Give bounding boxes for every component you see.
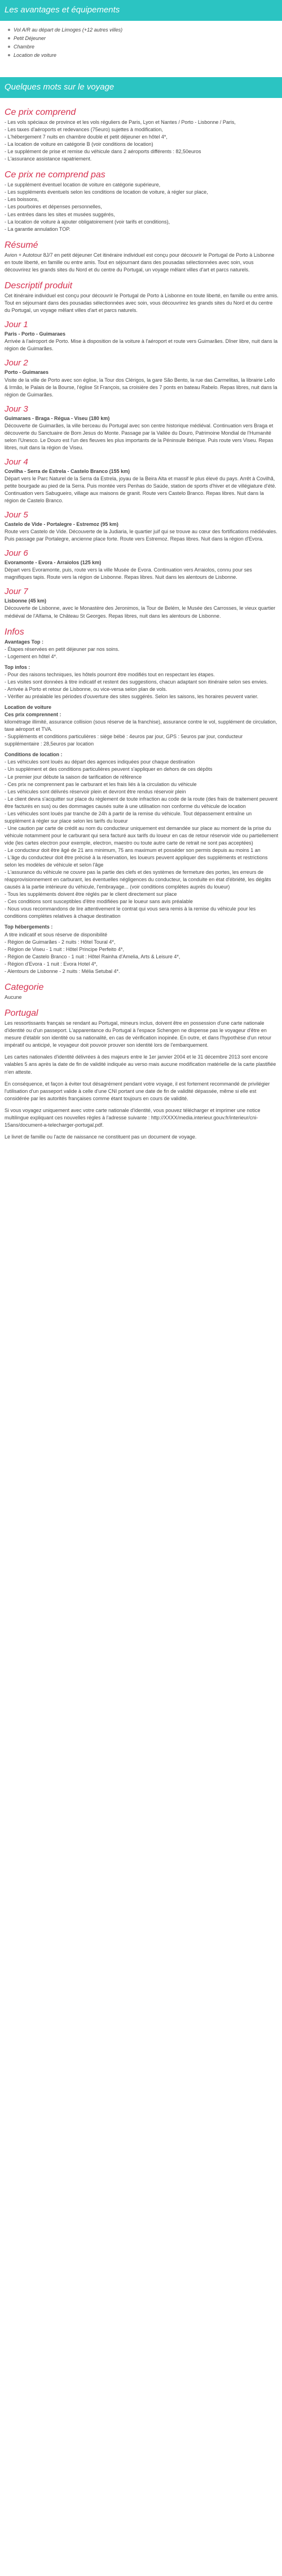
day-text: Découverte de Guimarães, la ville berceau du Portugal avec son centre historique médiéval. Continuation vers Braga et découverte du Sanctuaire de Bom Jesus do Monte. Passage par la Vallée du Douro, Patrimoine Mondial de l'Humanité selon l'Unesco. Le Douro est l'un des fleuves les plus importants de la Péninsule Ibérique. Puis route vers Viseu. Repas libres, nuit dans la région de Viseu. <box>5 422 274 450</box>
day-section <box>5 510 279 543</box>
resume-title: Résumé <box>5 240 38 250</box>
info-line: - Suppléments et conditions particulières : siège bébé : 4euros par jour, GPS : 5euros par jour, conducteur supplémentaire : 28,5euros par location <box>5 734 243 747</box>
categorie-value: Aucune <box>5 994 22 1000</box>
info-line: - Les véhicules sont délivrés réservoir plein et devront être rendus réservoir plein <box>5 788 186 794</box>
day-title: Jour 3 <box>5 404 28 414</box>
day-text: Route vers Castelo de Vide. Découverte de la Judiaria, le quartier juif qui se trouve au cœur des fortifications médiévales. Puis passage par Portalegre, ancienne place forte. Route vers Estremoz. Repas libres. Nuit dans la région d'Evora. <box>5 529 277 542</box>
day-text: Départ vers Evoramonte, puis, route vers la ville Musée de Evora. Continuation vers Arraiolos, connu pour ses magnifiques tapis. Route vers la région de Lisbonne. Repas libres. Nuit dans les alentours de Lisbonne. <box>5 567 252 581</box>
info-line: - Le client devra s'acquitter sur place du règlement de toute infraction au code de la route (des frais de traitement peuvent être facturés en sus) ou des dommages causés suite à une utilisation non conforme du véhicule de location <box>5 796 277 809</box>
info-line: - Étapes réservées en petit déjeuner par nos soins. <box>5 646 120 652</box>
voyage-content <box>0 98 282 1157</box>
info-line: A titre indicatif et sous réserve de disponibilité <box>5 931 108 937</box>
prix-comprend-title: Ce prix comprend <box>5 107 76 117</box>
portugal-paragraph: En conséquence, et façon à éviter tout désagrément pendant votre voyage, il est fortement recommandé de privilégier l'utilisation d'un passeport valide à celle d'une CNI portant une date de fin de validité dépassée, même si elle est considérée par les autorités françaises comme étant toujours en cours de validité. <box>5 1081 270 1101</box>
info-line: Top infos : <box>5 664 30 670</box>
resume-text: Avion + Autotour 8J/7 en petit déjeuner Cet itinéraire individuel est conçu pour découvrir le Portugal de Porto à Lisbonne en toute liberté, en famille ou entre amis. Tout en séjournant dans des pousadas sélectionnées avec soin, vous découvrirez les grands sites du Nord et du centre du Portugal, un voyage mêlant villes d'art et parcs naturels. <box>5 252 275 273</box>
portugal-paragraph: Les cartes nationales d'identité délivrées à des majeurs entre le 1er janvier 2004 et le 31 décembre 2013 sont encore valables 5 ans après la date de fin de validité indiquée au verso mais aucune modification matérielle de la carte plastifiée n'en atteste. <box>5 1054 276 1075</box>
day-route: Porto - Guimaraes <box>5 369 49 376</box>
info-line: - Une caution par carte de crédit au nom du conducteur uniquement est demandée sur place au moment de la prise du véhicule notamment pour le carburant qui sera facturé aux tarifs du loueur en cas de retour réservoir vide ou partiellement vide (les cartes electron pour exemple, electron, maestro ou toute autre carte de retrait ne sont pas acceptées) <box>5 825 279 846</box>
day-title: Jour 4 <box>5 457 28 467</box>
info-line: kilométrage illimité, assurance collision (sous réserve de la franchise), assurance contre le vol, supplément de circulation, taxe aéroport et TVA. <box>5 719 277 733</box>
info-line: - Les véhicules sont loués au départ des agences indiquées pour chaque destination <box>5 759 195 765</box>
portugal-paragraph: Les ressortissants français se rendant au Portugal, mineurs inclus, doivent être en possession d'une carte nationale d'identité ou d'un passeport. L'apparentance du Portugal à l'espace Schengen ne dispense pas le voyageur d'être en mesure d'établir son identité ou sa nationalité, en cas de vérification inopinée. En outre, et dans l'hypothèse d'un retour impératif ou anticipé, le voyageur doit pouvoir prouver son identité lors de l'embarquement. <box>5 1020 271 1048</box>
info-line: - Région de Guimarães - 2 nuits : Hôtel Toural 4*, <box>5 939 116 945</box>
list-item: - Les vols spéciaux de province et les vols réguliers de Paris, Lyon et Nantes / Porto - Lisbonne / Paris, <box>5 119 236 125</box>
info-line: - Région d'Evora - 1 nuit : Evora Hotel 4*, <box>5 961 98 967</box>
avantage-item: Location de voiture <box>8 52 274 59</box>
info-line: - Ces prix ne comprennent pas le carburant et les frais liés à la circulation du véhicule <box>5 781 197 787</box>
info-line: Ces prix comprennent : <box>5 712 61 718</box>
info-line: - Logement en hôtel 4*. <box>5 653 58 659</box>
info-line: - Les véhicules sont loués par tranche de 24h à partir de la remise du véhicule. Tout dépassement entraîne un supplément à régler sur place selon les tarifs du loueur <box>5 810 252 824</box>
day-route: Guimaraes - Braga - Régua - Viseu (180 km) <box>5 415 110 421</box>
day-route: Covilha - Serra de Estrela - Castelo Branco (155 km) <box>5 468 130 474</box>
avantage-item: Vol A/R au départ de Limoges (+12 autres villes) <box>8 26 274 34</box>
day-title: Jour 5 <box>5 510 28 520</box>
info-line: - Vérifier au préalable les périodes d'ouverture des sites suggérés. Selon les saisons, les horaires peuvent varier. <box>5 694 258 700</box>
day-title: Jour 7 <box>5 587 28 597</box>
day-section <box>5 404 279 452</box>
info-line: - Nous vous recommandons de lire attentivement le contrat qui vous sera remis à la remise du véhicule pour les conditions complètes relatives à chaque destination <box>5 906 256 919</box>
descriptif-title: Descriptif produit <box>5 281 73 291</box>
info-line: Top hébergements : <box>5 924 53 930</box>
day-text: Découverte de Lisbonne, avec le Monastère des Jeronimos, la Tour de Belém, le Musée des Carrosses, le vieux quartier médiéval de l'Alfama, le Château St Georges. Repas libres, nuit dans les alentours de Lisbonne. <box>5 605 276 619</box>
list-item: - Les pourboires et dépenses personnelles, <box>5 204 102 210</box>
info-line: - Région de Viseu - 1 nuit : Hôtel Principe Perfeito 4*, <box>5 946 124 952</box>
day-section <box>5 320 279 352</box>
list-item: - Les boissons, <box>5 197 39 203</box>
day-text: Départ vers le Parc Naturel de la Serra da Estrela, joyau de la Beira Alta et massif le plus élevé du pays. Arrêt à Covilhã, petite bourgade au pied de la Serra. Puis montée vers Penhas do Saúde, station de sports d'hiver et de villégiature d'été. Continuation vers Sabugueiro, village aux maisons de granit. Route vers Castelo Branco. Repas libres. Nuit dans la région de Castelo Branco. <box>5 475 276 504</box>
list-item: - La location de voiture en catégorie B (voir conditions de location) <box>5 141 153 148</box>
avantages-list <box>0 21 282 67</box>
prix-comprend-list <box>5 119 279 163</box>
descriptif-text: Cet itinéraire individuel est conçu pour découvrir le Portugal de Porto à Lisbonne en toute liberté, en famille ou entre amis. Tout en séjournant dans des pousadas sélectionnées avec soin, vous découvrirez les grands sites du Nord et du centre du Portugal, un voyage mêlant villes d'art et parcs naturels. <box>5 293 279 314</box>
day-route: Lisbonne (45 km) <box>5 598 47 604</box>
day-title: Jour 1 <box>5 320 28 330</box>
list-item: - La garantie annulation TOP. <box>5 226 70 232</box>
info-line: - Région de Castelo Branco - 1 nuit : Hôtel Rainha d'Amelia, Arts & Leisure 4*, <box>5 953 180 959</box>
info-line: - Alentours de Lisbonne - 2 nuits : Mélia Setubal 4*. <box>5 968 120 974</box>
prix-ne-comprend-title: Ce prix ne comprend pas <box>5 170 105 180</box>
list-item: - La location de voiture à ajouter obligatoirement (voir tarifs et conditions), <box>5 218 170 225</box>
categorie-title: Categorie <box>5 982 44 992</box>
day-route: Paris - Porto - Guimaraes <box>5 331 66 337</box>
portugal-paragraph: Le livret de famille ou l'acte de naissance ne constituent pas un document de voyage. <box>5 1133 197 1140</box>
day-section <box>5 457 279 505</box>
day-title: Jour 2 <box>5 358 28 368</box>
avantages-header: Les avantages et équipements <box>0 0 282 21</box>
day-text: Visite de la ville de Porto avec son église, la Tour dos Clérigos, la gare São Bento, la rue das Carmelitas, la librairie Lello & Irmão, le Palais de la Bourse, l'église St François, sa croisière des 7 ponts en bateau Rabelo. Repas libres, nuit dans la région de Guimarães. <box>5 377 277 398</box>
list-item: - L'hébergement 7 nuits en chambre double et petit déjeuner en hôtel 4*, <box>5 133 168 140</box>
portugal-paragraph: Si vous voyagez uniquement avec votre carte nationale d'identité, vous pouvez télécharger et imprimer une notice multilingue expliquant ces nouvelles règles à l'adresse suivante : http://XXXX/media.interieur.gouv.fr/interieur/cni-15ans/document-a-telecharger-portugal.pdf. <box>5 1107 261 1128</box>
info-line: Avantages Top : <box>5 639 44 645</box>
info-line: Location de voiture <box>5 704 52 711</box>
info-line: - L'assurance du véhicule ne couvre pas la partie des clefs et des systèmes de fermeture des portes, les erreurs de réapprovisionnement en carburant, les éventuelles négligences du conducteur, la conduite en état d'ébriété, les dégâts causés à la partie intérieure du véhicule, l'embrayage... (voir conditions complètes auprès du loueur) <box>5 869 271 890</box>
list-item: - Les entrées dans les sites et musées suggérés, <box>5 211 115 217</box>
voyage-header: Quelques mots sur le voyage <box>0 77 282 98</box>
list-item: - Les taxes d'aéroports et redevances (75euro) sujettes à modification, <box>5 126 163 132</box>
list-item: - L'assurance assistance rapatriement. <box>5 156 92 162</box>
info-line: - Le conducteur doit être âgé de 21 ans minimum, 75 ans maximum et posséder son permis depuis au moins 1 an <box>5 847 261 853</box>
day-text: Arrivée à l'aéroport de Porto. Mise à disposition de la voiture à l'aéroport et route vers Guimarães. Dîner libre, nuit dans la région de Guimarães. <box>5 338 278 352</box>
day-section <box>5 358 279 398</box>
info-line: - Le premier jour débute la saison de tarification de référence <box>5 774 142 780</box>
infos-list <box>5 639 279 975</box>
list-item: - Les suppléments éventuels selon les conditions de location de voiture, à régler sur place, <box>5 189 208 195</box>
info-line: - Les visites sont données à titre indicatif et restent des suggestions, chacun adaptant son itinéraire selon ses envies. <box>5 678 268 685</box>
info-line: - L'âge du conducteur doit être précisé à la réservation, les loueurs peuvent appliquer des suppléments et restrictions selon les modèles de véhicule et selon l'âge <box>5 855 268 868</box>
day-route: Castelo de Vide - Portalegre - Estremoz (95 km) <box>5 521 118 528</box>
day-section <box>5 587 279 619</box>
info-line: - Arrivée à Porto et retour de Lisbonne, ou vice-versa selon plan de vols. <box>5 686 168 693</box>
day-section <box>5 548 279 581</box>
info-line: Conditions de location : <box>5 752 63 758</box>
prix-ne-comprend-list <box>5 181 279 233</box>
list-item: - Le supplément de prise et remise du véhicule dans 2 aéroports différents : 82,50euros <box>5 149 201 155</box>
infos-title: Infos <box>5 627 24 637</box>
info-line: - Un supplément et des conditions particulières peuvent s'appliquer en dehors de ces dépôts <box>5 766 213 773</box>
list-item: - Le supplément éventuel location de voiture en catégorie supérieure, <box>5 182 161 188</box>
portugal-title: Portugal <box>5 1008 38 1019</box>
avantage-item: Petit Déjeuner <box>8 35 274 42</box>
avantage-item: Chambre <box>8 43 274 51</box>
day-route: Evoramonte - Evora - Arraiolos (125 km) <box>5 560 102 566</box>
info-line: - Ces conditions sont susceptibles d'être modifiées par le loueur sans avis préalable <box>5 899 193 905</box>
portugal-text <box>5 1020 279 1141</box>
day-title: Jour 6 <box>5 548 28 559</box>
info-line: - Pour des raisons techniques, les hôtels pourront être modifiés tout en respectant les étapes. <box>5 671 215 677</box>
info-line: - Tous les suppléments doivent être réglés par le client directement sur place <box>5 891 177 898</box>
